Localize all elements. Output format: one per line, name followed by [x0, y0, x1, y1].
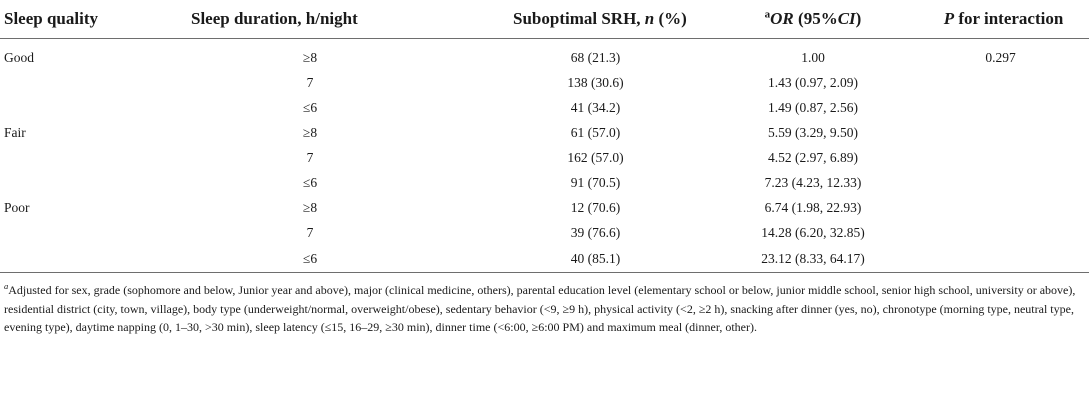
header-p-label: P — [943, 9, 955, 28]
header-or-ci: CI — [837, 9, 856, 28]
header-p-suffix: for interaction — [954, 9, 1064, 28]
cell-sleep-quality — [0, 245, 187, 273]
table-row — [0, 95, 1089, 120]
cell-odds-ratio: 5.59 (3.29, 9.50) — [768, 124, 858, 140]
table-row — [0, 145, 1089, 170]
header-p-interaction — [918, 0, 1089, 39]
cell-sleep-quality — [0, 220, 187, 245]
cell-suboptimal-srh: 12 (70.6) — [570, 199, 621, 215]
cell-p-interaction — [918, 245, 1089, 273]
header-or-mid: (95% — [793, 9, 838, 28]
cell-odds-ratio: 1.49 (0.87, 2.56) — [768, 99, 858, 115]
cell-sleep-quality: Good — [4, 49, 34, 65]
cell-p-interaction — [918, 170, 1089, 195]
cell-sleep-duration: ≤6 — [187, 245, 433, 273]
cell-odds-ratio: 7.23 (4.23, 12.33) — [764, 174, 862, 190]
header-or-label: OR — [770, 9, 794, 28]
cell-suboptimal-srh: 91 (70.5) — [570, 174, 621, 190]
header-odds-ratio — [678, 0, 918, 39]
cell-odds-ratio: 6.74 (1.98, 22.93) — [764, 199, 862, 215]
cell-p-interaction — [918, 70, 1089, 95]
cell-odds-ratio: 23.12 (8.33, 64.17) — [678, 245, 918, 273]
cell-suboptimal-srh: 138 (30.6) — [567, 74, 624, 90]
cell-suboptimal-srh: 39 (76.6) — [570, 224, 621, 240]
footnote-text: Adjusted for sex, grade (sophomore and below, Junior year and above), major (clinical medicine, others), parental education level (elementary school or below, junior middle school, senior high school, university or above), residential district (city, town, village), body type (underweight/normal, overweight/obese), sedentary behavior (<9, ≥9 h), physical activity (<2, ≥2 h), snacking after dinner (yes, no), chronotype (morning type, neutral type, evening type), daytime napping (0, 1–30, >30 min), sleep latency (≤15, 16–29, ≥30 min), dinner time (<6:00, ≥6:00 PM) and maximum meal (dinner, other). — [4, 283, 1076, 334]
table-row — [0, 120, 1089, 145]
table-body — [0, 39, 1089, 273]
table-row — [0, 70, 1089, 95]
cell-sleep-duration: ≤6 — [302, 174, 318, 190]
cell-p-interaction — [918, 220, 1089, 245]
cell-p-interaction — [918, 195, 1089, 220]
cell-suboptimal-srh: 68 (21.3) — [570, 49, 621, 65]
cell-sleep-quality — [0, 95, 187, 120]
cell-sleep-duration: ≥8 — [302, 49, 318, 65]
header-or-suffix: ) — [855, 9, 862, 28]
cell-suboptimal-srh: 162 (57.0) — [567, 149, 624, 165]
table-header — [0, 0, 1089, 39]
header-sleep-duration: Sleep duration, h/night — [187, 0, 433, 39]
cell-sleep-quality — [0, 70, 187, 95]
table-row — [0, 195, 1089, 220]
cell-p-interaction — [918, 120, 1089, 145]
table-row — [0, 39, 1089, 71]
cell-odds-ratio: 4.52 (2.97, 6.89) — [768, 149, 858, 165]
table-row — [0, 220, 1089, 245]
header-or-footnote-mark: a — [764, 8, 771, 21]
cell-sleep-duration: 7 — [306, 74, 314, 90]
cell-odds-ratio: 14.28 (6.20, 32.85) — [761, 224, 865, 240]
table-row — [0, 170, 1089, 195]
cell-sleep-quality: Fair — [4, 124, 26, 140]
cell-odds-ratio: 1.43 (0.97, 2.09) — [768, 74, 858, 90]
footnote-mark: a — [4, 281, 9, 291]
table-row — [0, 245, 1089, 273]
cell-p-interaction — [918, 95, 1089, 120]
table-footnote — [0, 273, 1089, 337]
cell-sleep-duration: ≤6 — [302, 99, 318, 115]
header-sleep-quality: Sleep quality — [0, 0, 187, 39]
header-srh-text: Suboptimal SRH, — [513, 9, 645, 28]
cell-odds-ratio: 1.00 — [801, 49, 825, 65]
header-srh-suffix: (%) — [654, 9, 687, 28]
cell-p-interaction: 0.297 — [985, 49, 1016, 65]
cell-sleep-duration: ≥8 — [302, 124, 318, 140]
cell-suboptimal-srh: 40 (85.1) — [433, 245, 678, 273]
cell-suboptimal-srh: 61 (57.0) — [570, 124, 621, 140]
header-suboptimal-srh — [433, 0, 687, 39]
header-srh-n: n — [644, 9, 655, 28]
cell-sleep-duration: 7 — [306, 224, 314, 240]
cell-suboptimal-srh: 41 (34.2) — [570, 99, 621, 115]
cell-sleep-quality — [0, 170, 187, 195]
cell-sleep-quality — [0, 145, 187, 170]
cell-sleep-duration: ≥8 — [302, 199, 318, 215]
header-row — [0, 0, 1089, 39]
cell-p-interaction — [918, 145, 1089, 170]
cell-sleep-duration: 7 — [306, 149, 314, 165]
cell-sleep-quality: Poor — [4, 199, 30, 215]
